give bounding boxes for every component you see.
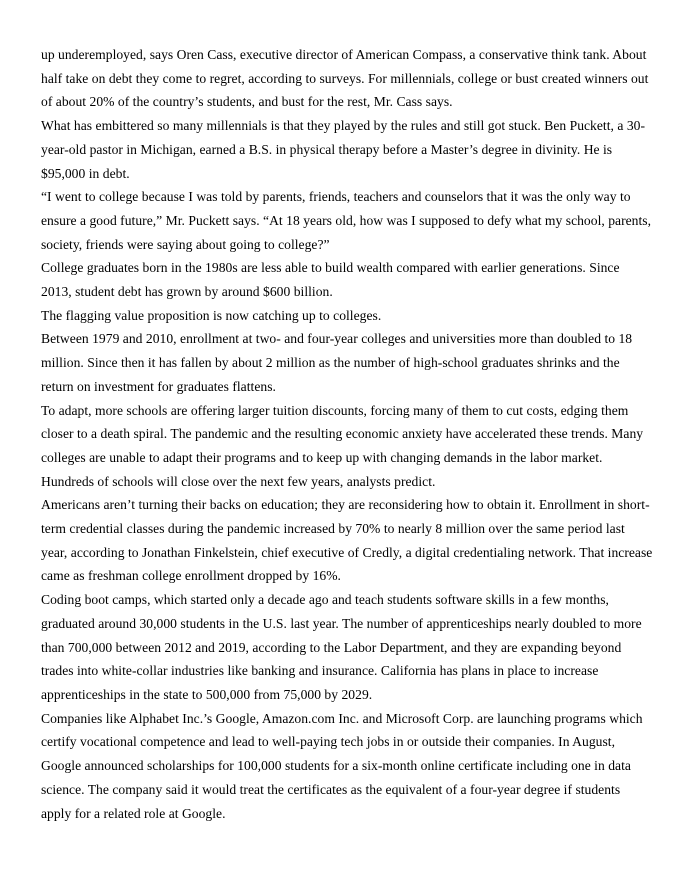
document-page [41, 43, 653, 825]
paragraph-tuition-discounts: To adapt, more schools are offering larger tuition discounts, forcing many of them to cut costs, edging them closer to a death spiral. The pandemic and the resulting economic anxiety have accelerated these trends. Many colleges are unable to adapt their programs and to keep up with changing demands in the labor market. Hundreds of schools will close over the next few years, analysts predict. [41, 402, 644, 489]
paragraph-millennials-stuck: What has embittered so many millennials is that they played by the rules and still got stuck. Ben Puckett, a 30-year-old pastor in Michigan, earned a B.S. in physical therapy before a Master’s degree in divinity. He is $95,000 in debt. [41, 118, 646, 181]
paragraph-wealth-debt: College graduates born in the 1980s are less able to build wealth compared with earlier generations. Since 2013, student debt has grown by around $600 billion. [41, 260, 620, 300]
paragraph-enrollment-history: Between 1979 and 2010, enrollment at two- and four-year colleges and universities more than doubled to 18 million. Since then it has fallen by about 2 million as the number of high-school graduates shrinks and the return on investment for graduates flattens. [41, 331, 633, 394]
paragraph-tech-companies: Companies like Alphabet Inc.’s Google, Amazon.com Inc. and Microsoft Corp. are launching programs which certify vocational competence and lead to well-paying tech jobs in or outside their companies. In August, Google announced scholarships for 100,000 students for a six-month online certificate including one in data science. The company said it would treat the certificates as the equivalent of a four-year degree if students apply for a related role at Google. [41, 710, 643, 821]
paragraph-puckett-quote: “I went to college because I was told by parents, friends, teachers and counselors that it was the only way to ensure a good future,” Mr. Puckett says. “At 18 years old, how was I supposed to defy what my school, parents, society, friends were saying about going to college?” [41, 189, 652, 252]
paragraph-value-proposition: The flagging value proposition is now catching up to colleges. [41, 307, 382, 323]
paragraph-credential-classes: Americans aren’t turning their backs on education; they are reconsidering how to obtain it. Enrollment in short-term credential classes during the pandemic increased by 70% to nearly 8 million over the same period last year, according to Jonathan Finkelstein, chief executive of Credly, a digital credentialing network. That increase came as freshman college enrollment dropped by 16%. [41, 497, 653, 584]
paragraph-boot-camps: Coding boot camps, which started only a decade ago and teach students software skills in a few months, graduated around 30,000 students in the U.S. last year. The number of apprenticeships nearly doubled to more than 700,000 between 2012 and 2019, according to the Labor Department, and they are expanding beyond trades into white-collar industries like banking and insurance. California has plans in place to increase apprenticeships in the state to 500,000 from 75,000 by 2029. [41, 592, 642, 702]
paragraph-oren-cass: up underemployed, says Oren Cass, executive director of American Compass, a conservative think tank. About half take on debt they come to regret, according to surveys. For millennials, college or bust created winners out of about 20% of the country’s students, and bust for the rest, Mr. Cass says. [41, 47, 649, 110]
